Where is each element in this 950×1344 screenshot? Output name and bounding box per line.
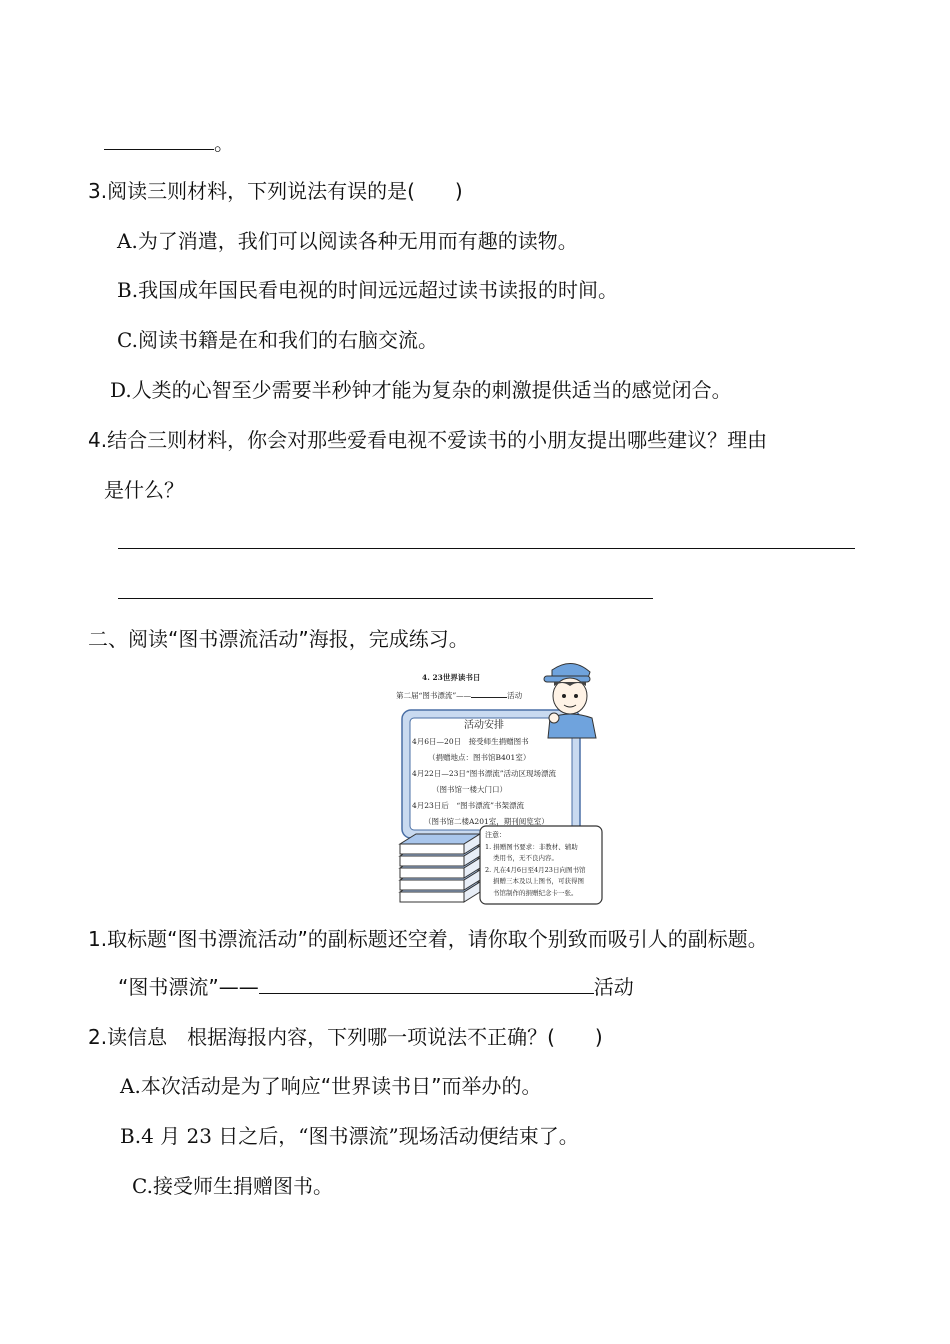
- note-line-3: 2. 凡在4月6日至4月23日向图书馆: [485, 866, 586, 874]
- poster-headline-blank: [471, 689, 507, 698]
- book-stack-icon: [400, 834, 480, 902]
- poster-board-title: 活动安排: [464, 720, 504, 731]
- note-title: 注意：: [485, 831, 506, 839]
- s2q1-stem: 1.取标题“图书漂流活动”的副标题还空着，请你取个别致而吸引人的副标题。: [88, 927, 768, 951]
- period: 。: [214, 131, 234, 155]
- boy-mascot-icon: [544, 663, 596, 738]
- poster-schedule-3: 4月22日—23日“图书漂流”活动区现场漂流: [412, 769, 557, 778]
- q3-paren-close: ): [454, 179, 463, 203]
- poster-headline: [396, 689, 522, 701]
- q3-option-b: [117, 275, 618, 305]
- option-text: 阅读书籍是在和我们的右脑交流。: [137, 328, 438, 352]
- answer-blank[interactable]: [104, 131, 214, 150]
- poster-schedule-2: （捐赠地点：图书馆B401室）: [428, 753, 531, 762]
- q3-option-a: [117, 226, 578, 256]
- option-letter: D.: [110, 378, 132, 402]
- poster-headline-suffix: 活动: [507, 691, 523, 700]
- s2q1-fill-suffix: 活动: [593, 975, 634, 999]
- s2q2-stem-text: 2.读信息 根据海报内容，下列哪一项说法不正确？(: [88, 1025, 555, 1049]
- option-letter: B.: [117, 278, 139, 302]
- poster-schedule-4: （图书馆一楼大门口）: [432, 785, 507, 794]
- poster-date-title: 4. 23世界读书日: [422, 673, 481, 682]
- option-text: 接受师生捐赠图书。: [152, 1174, 333, 1198]
- s2q1-fill-line: [118, 972, 634, 1002]
- q4-answer-line-2[interactable]: [118, 598, 653, 599]
- q4-stem-line1: 4.结合三则材料，你会对那些爱看电视不爱读书的小朋友提出哪些建议？理由: [88, 428, 768, 452]
- option-text: 人类的心智至少需要半秒钟才能为复杂的刺激提供适当的感觉闭合。: [131, 378, 732, 402]
- q3-stem-text: 3.阅读三则材料，下列说法有误的是(: [88, 179, 415, 203]
- s2q2-stem: [88, 1022, 603, 1052]
- option-letter: C.: [132, 1174, 153, 1198]
- note-line-2: 类用书，无不良内容。: [493, 854, 558, 862]
- note-line-1: 1. 捐赠图书要求：非教材、辅助: [485, 843, 578, 851]
- poster-schedule-1: 4月6日—20日 接受师生捐赠图书: [412, 737, 529, 746]
- poster-schedule-5: 4月23日后 “图书漂流”书架漂流: [412, 801, 524, 810]
- q4-stem-line2: 是什么？: [104, 478, 184, 502]
- q3-option-c: [117, 325, 438, 355]
- note-line-5: 书馆制作的捐赠纪念卡一张。: [493, 889, 578, 897]
- q3-stem: [88, 176, 463, 206]
- poster-image: [392, 660, 622, 910]
- s2q2-option-c: [132, 1171, 333, 1201]
- s2q2-option-a: [120, 1071, 542, 1101]
- option-letter: C.: [117, 328, 138, 352]
- q4-answer-line-1[interactable]: [118, 548, 855, 549]
- poster-schedule-6: （图书馆二楼A201室，期刊阅览室）: [424, 817, 549, 826]
- s2q2-paren-close: ): [594, 1025, 603, 1049]
- option-text: 4 月 23 日之后，“图书漂流”现场活动便结束了。: [141, 1124, 579, 1148]
- poster-headline-prefix: 第二届“图书漂流”——: [396, 691, 472, 700]
- option-text: 为了消遣，我们可以阅读各种无用而有趣的读物。: [137, 229, 578, 253]
- option-text: 我国成年国民看电视的时间远远超过读书读报的时间。: [138, 278, 619, 302]
- subtitle-answer-blank[interactable]: [259, 973, 594, 994]
- section2-heading: 二、阅读“图书漂流活动”海报，完成练习。: [88, 627, 469, 651]
- q3-option-d: [110, 375, 732, 405]
- answer-blank-line: [104, 128, 234, 158]
- s2q2-option-b: [120, 1121, 579, 1151]
- note-line-4: 捐赠三本及以上图书，可获得图: [493, 877, 584, 885]
- s2q1-fill-prefix: “图书漂流”——: [118, 975, 259, 999]
- option-letter: A.: [120, 1074, 141, 1098]
- option-text: 本次活动是为了响应“世界读书日”而举办的。: [140, 1074, 542, 1098]
- option-letter: A.: [117, 229, 138, 253]
- option-letter: B.: [120, 1124, 142, 1148]
